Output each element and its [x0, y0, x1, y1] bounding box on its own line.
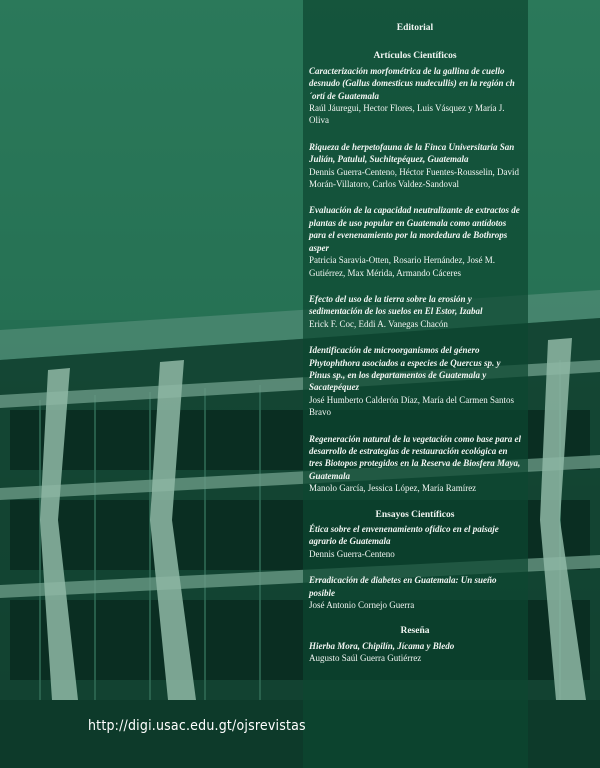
- article-entry[interactable]: [309, 65, 521, 127]
- article-authors: Raúl Jáuregui, Hector Flores, Luis Vásquez y María J. Oliva: [309, 103, 505, 126]
- article-title: Evaluación de la capacidad neutralizante de extractos de plantas de uso popular en Guatemala como antídotos para el evenenamiento por la mordedura de Bothrops asper: [309, 205, 520, 253]
- article-entry[interactable]: [309, 523, 521, 560]
- article-entry[interactable]: [309, 640, 521, 665]
- article-title: Caracterización morfométrica de la gallina de cuello desnudo (Gallus domesticus nudecullis) en la región ch´ortí de Guatemala: [309, 65, 515, 101]
- article-entry[interactable]: [309, 433, 521, 495]
- editorial-heading: Editorial: [396, 23, 434, 33]
- article-title: Riqueza de herpetofauna de la Finca Universitaria San Julián, Patulul, Suchitepéquez, Guatemala: [309, 141, 515, 165]
- article-authors: José Humberto Calderón Díaz, María del Carmen Santos Bravo: [309, 394, 514, 418]
- article-entry[interactable]: [309, 293, 521, 330]
- article-entry[interactable]: [309, 141, 521, 191]
- section-heading-articulos: Artículos Científicos: [373, 51, 457, 62]
- article-title: Regeneración natural de la vegetación como base para el desarrollo de estrategias de restauración ecológica en tres Biotopos protegidos en la Reserva de Biosfera Maya, Guatemala: [309, 433, 521, 481]
- article-authors: Dennis Guerra-Centeno, Héctor Fuentes-Rousselin, David Morán-Villatoro, Carlos Valdez-Sandoval: [309, 166, 519, 190]
- article-title: Erradicación de diabetes en Guatemala: Un sueño posible: [309, 575, 497, 598]
- section-heading-ensayos: Ensayos Científicos: [375, 509, 455, 520]
- article-authors: Manolo García, Jessica López, María Ramírez: [309, 483, 477, 494]
- article-entry[interactable]: [309, 574, 521, 611]
- table-of-contents: [309, 22, 521, 679]
- article-title: Ética sobre el envenenamiento ofídico en el paisaje agrario de Guatemala: [309, 524, 499, 547]
- article-entry[interactable]: [309, 344, 521, 418]
- article-authors: Erick F. Coc, Eddi A. Vanegas Chacón: [309, 318, 448, 329]
- article-authors: Augusto Saúl Guerra Gutiérrez: [309, 653, 422, 664]
- article-title: Identificación de microorganismos del género Phytophthora asociados a especies de Quercus sp. y Pinus sp., en los departamentos de Guatemala y Sacatepéquez: [309, 345, 501, 393]
- article-authors: Patricia Saravia-Otten, Rosario Hernández, José M. Gutiérrez, Max Mérida, Armando Cáceres: [309, 255, 495, 278]
- article-authors: Dennis Guerra-Centeno: [309, 548, 395, 559]
- article-title: Efecto del uso de la tierra sobre la erosión y sedimentación de los suelos en El Estor, Izabal: [309, 293, 483, 317]
- article-entry[interactable]: [309, 204, 521, 278]
- article-authors: José Antonio Cornejo Guerra: [309, 600, 415, 611]
- article-title: Hierba Mora, Chipilín, Jícama y Bledo: [309, 640, 455, 651]
- section-heading-resena: Reseña: [400, 626, 430, 637]
- journal-url-link[interactable]: http://digi.usac.edu.gt/ojsrevistas: [88, 718, 306, 734]
